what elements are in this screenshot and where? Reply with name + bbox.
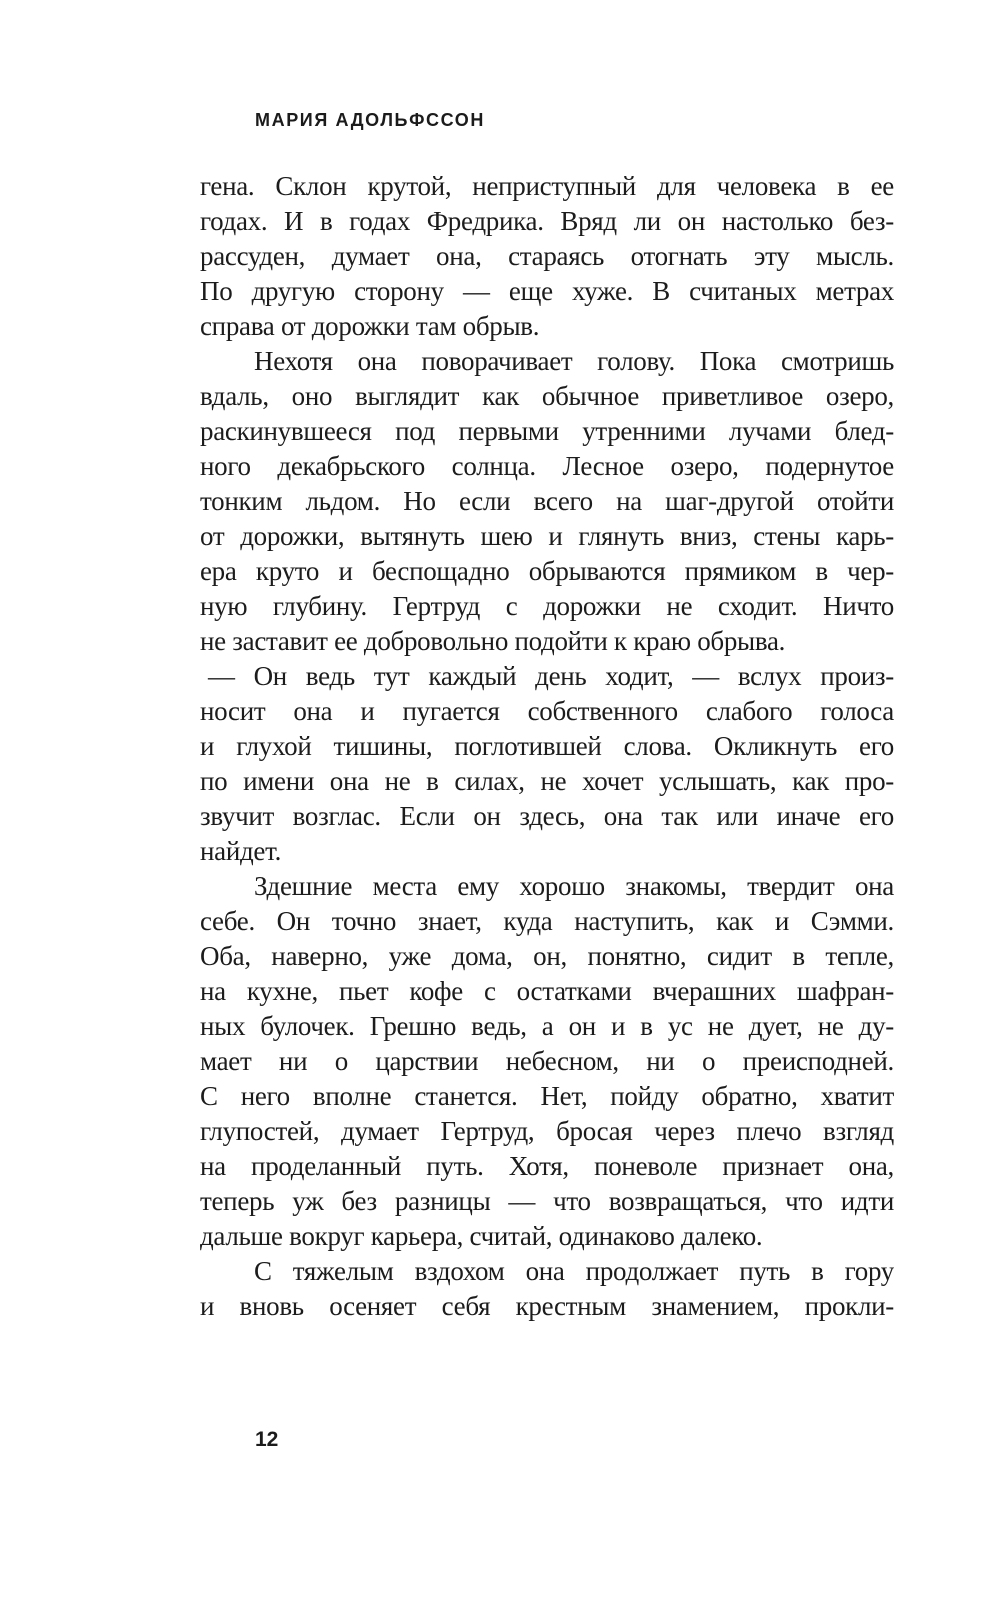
text-line: ную глубину. Гертруд с дорожки не сходит. Ничто <box>200 591 894 621</box>
text-line: звучит возглас. Если он здесь, она так или иначе его <box>200 801 894 831</box>
text-line: носит она и пугается собственного слабого голоса <box>200 696 894 726</box>
text-line: С него вполне станется. Нет, пойду обратно, хватит <box>200 1081 894 1111</box>
text-line: мает ни о царствии небесном, ни о преисподней. <box>200 1046 894 1076</box>
text-line: раскинувшееся под первыми утренними лучами блед- <box>200 416 894 446</box>
text-line: — Он ведь тут каждый день ходит, — вслух произ- <box>208 661 894 691</box>
text-line: дальше вокруг карьера, считай, одинаково далеко. <box>200 1221 763 1251</box>
text-line: себе. Он точно знает, куда наступить, как и Сэмми. <box>200 906 894 936</box>
running-header: МАРИЯ АДОЛЬФССОН <box>255 110 485 130</box>
text-line: годах. И в годах Фредрика. Вряд ли он настолько без- <box>200 206 894 236</box>
text-line: гена. Склон крутой, неприступный для человека в ее <box>200 171 894 201</box>
text-line: вдаль, оно выглядит как обычное приветливое озеро, <box>200 381 894 411</box>
text-line: от дорожки, вытянуть шею и глянуть вниз, стены карь- <box>200 521 894 551</box>
text-line: Нехотя она поворачивает голову. Пока смотришь <box>254 346 894 376</box>
text-line: найдет. <box>200 836 282 866</box>
text-line: теперь уж без разницы — что возвращаться, что идти <box>200 1186 894 1216</box>
body-text <box>200 169 894 1324</box>
text-line: ера круто и беспощадно обрываются прямиком в чер- <box>200 556 894 586</box>
text-line: и глухой тишины, поглотившей слова. Окликнуть его <box>200 731 894 761</box>
text-line: С тяжелым вздохом она продолжает путь в гору <box>254 1256 894 1286</box>
text-line: рассуден, думает она, стараясь отогнать эту мысль. <box>200 241 894 271</box>
text-line: по имени она не в силах, не хочет услышать, как про- <box>200 766 894 796</box>
text-line: тонким льдом. Но если всего на шаг-другой отойти <box>200 486 894 516</box>
text-line: Здешние места ему хорошо знакомы, твердит она <box>254 871 894 901</box>
text-line: на кухне, пьет кофе с остатками вчерашних шафран- <box>200 976 894 1006</box>
text-line: и вновь осеняет себя крестным знамением, прокли- <box>200 1291 894 1321</box>
text-line: не заставит ее добровольно подойти к краю обрыва. <box>200 626 786 656</box>
text-line: глупостей, думает Гертруд, бросая через плечо взгляд <box>200 1116 894 1146</box>
text-line: на проделанный путь. Хотя, поневоле признает она, <box>200 1151 894 1181</box>
text-line: ных булочек. Грешно ведь, а он и в ус не дует, не ду- <box>200 1011 894 1041</box>
page-number: 12 <box>255 1428 279 1451</box>
text-line: справа от дорожки там обрыв. <box>200 311 540 341</box>
text-line: Оба, наверно, уже дома, он, понятно, сидит в тепле, <box>200 941 894 971</box>
text-line: По другую сторону — еще хуже. В считаных метрах <box>200 276 894 306</box>
text-line: ного декабрьского солнца. Лесное озеро, подернутое <box>200 451 894 481</box>
